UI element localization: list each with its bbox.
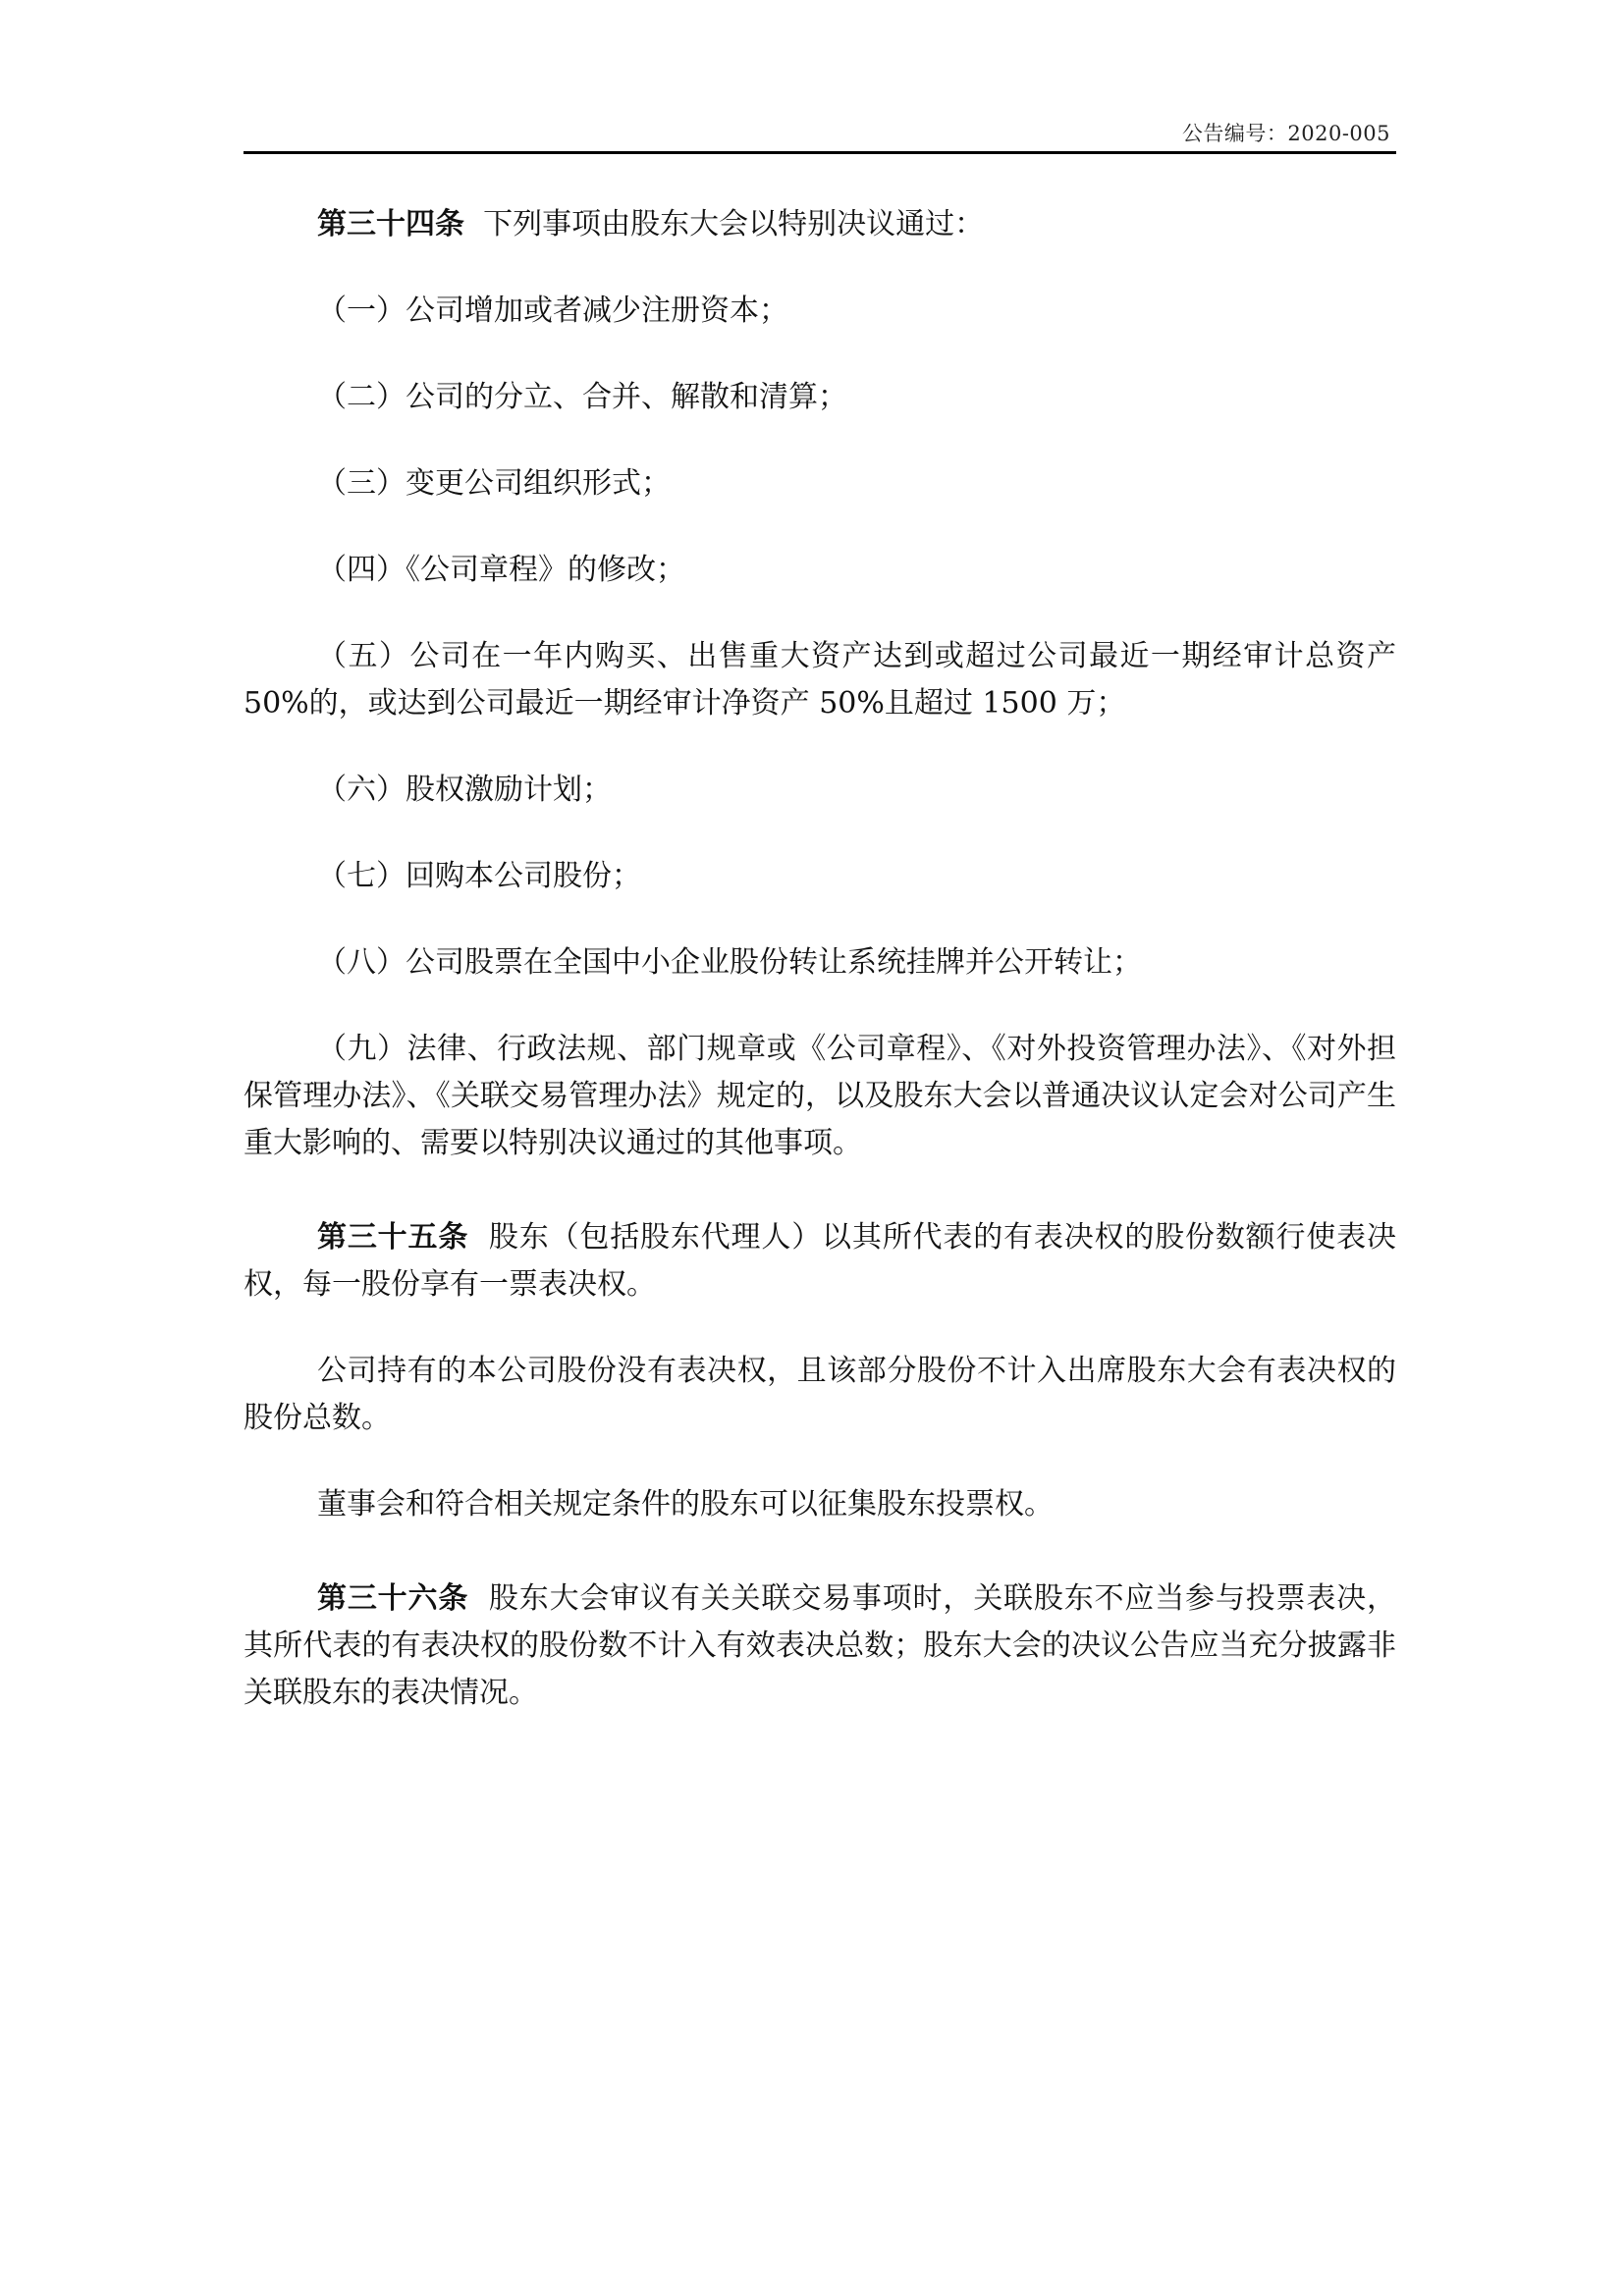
article-35-para-3: 董事会和符合相关规定条件的股东可以征集股东投票权。 bbox=[317, 1487, 1054, 1522]
article-34-item-7: （七）回购本公司股份； bbox=[317, 859, 641, 893]
article-35-para-2: 公司持有的本公司股份没有表决权，且该部分股份不计入出席股东大会有表决权的股份总数。 bbox=[244, 1354, 1396, 1435]
article-34-intro bbox=[244, 201, 1396, 248]
article-35-text: 股东（包括股东代理人）以其所代表的有表决权的股份数额行使表决权，每一股份享有一票表决权。 bbox=[244, 1220, 1397, 1302]
article-36-para bbox=[244, 1575, 1396, 1717]
article-34-item-8: （八）公司股票在全国中小企业股份转让系统挂牌并公开转让； bbox=[317, 945, 1142, 980]
article-34-item-4: （四）《公司章程》的修改； bbox=[317, 553, 685, 587]
article-34-item-5: （五）公司在一年内购买、出售重大资产达到或超过公司最近一期经审计总资产 50%的，或达到公司最近一期经审计净资产 50%且超过 1500 万； bbox=[244, 639, 1396, 721]
article-34-intro-text: 下列事项由股东大会以特别决议通过： bbox=[483, 207, 985, 241]
article-34-item-3: （三）变更公司组织形式； bbox=[317, 466, 671, 501]
article-34-item-2: （二）公司的分立、合并、解散和清算； bbox=[317, 380, 847, 414]
document-body bbox=[244, 201, 1396, 1717]
article-35-title: 第三十五条 bbox=[317, 1220, 469, 1255]
article-34-item-6: （六）股权激励计划； bbox=[317, 773, 612, 807]
article-34-item-9: （九）法律、行政法规、部门规章或《公司章程》、《对外投资管理办法》、《对外担保管理办法》、《关联交易管理办法》规定的，以及股东大会以普通决议认定会对公司产生重大影响的、需要以特别决议通过的其他事项。 bbox=[244, 1032, 1396, 1160]
article-34-item-1: （一）公司增加或者减少注册资本； bbox=[317, 294, 788, 328]
article-34-title: 第三十四条 bbox=[317, 207, 464, 241]
article-36-text: 股东大会审议有关关联交易事项时，关联股东不应当参与投票表决，其所代表的有表决权的股份数不计入有效表决总数；股东大会的决议公告应当充分披露非关联股东的表决情况。 bbox=[244, 1581, 1397, 1710]
page-header bbox=[244, 110, 1396, 154]
article-35-para-1 bbox=[244, 1214, 1396, 1308]
article-36-title: 第三十六条 bbox=[317, 1581, 469, 1616]
announcement-number: 公告编号：2020-005 bbox=[1181, 122, 1390, 145]
